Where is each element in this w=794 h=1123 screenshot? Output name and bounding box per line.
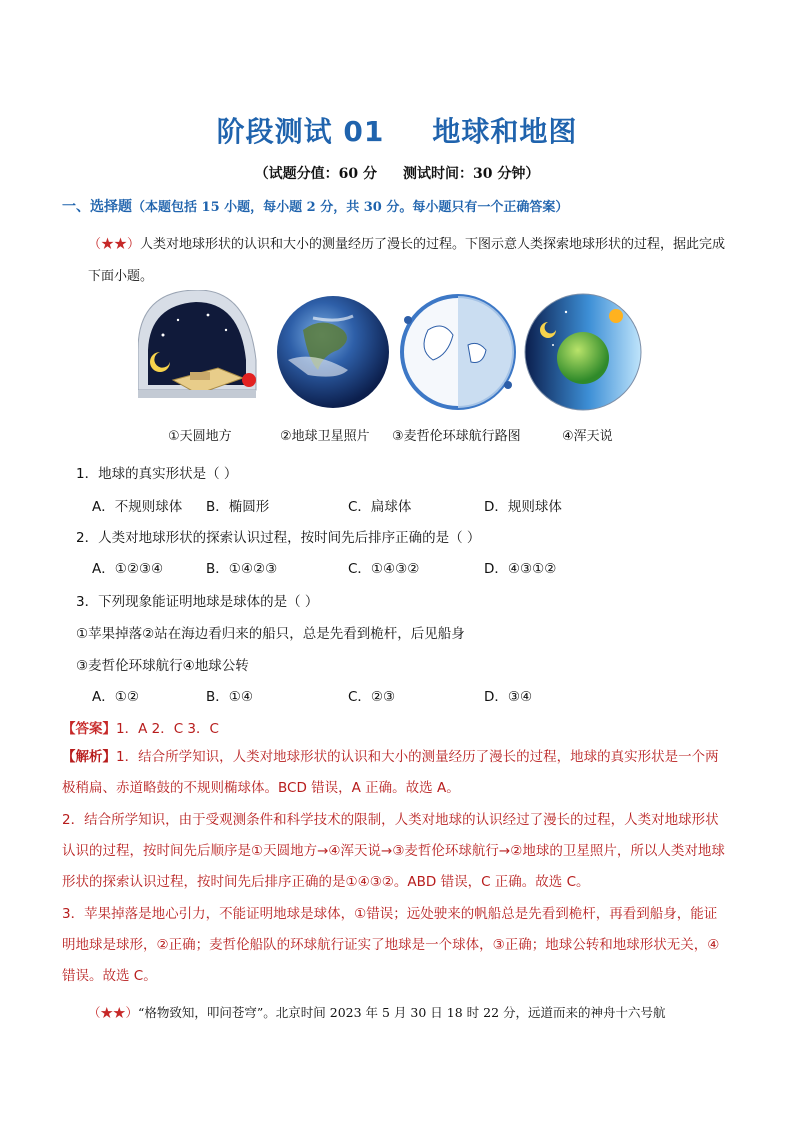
q3-items-line-2: ③麦哲伦环球航行④地球公转 xyxy=(76,658,249,674)
answer-label: 【答案】 xyxy=(62,721,116,737)
analysis-p2: 2．结合所学知识，由于受观测条件和科学技术的限制，人类对地球的认识经过了漫长的过程，人类对地球形状认识的过程，按时间先后顺序是①天圆地方→④浑天说→③麦哲伦环球航行→②地球的卫星照片，所以人类对地球形状的探索认识过程，按时间先后排序正确的是①④③②。ABD 错误，C 正确。故选 C。 xyxy=(62,812,725,890)
figure-caption-2: ②地球卫星照片 xyxy=(280,429,370,444)
analysis-p3: 3．苹果掉落是地心引力，不能证明地球是球体，①错误；远处驶来的帆船总是先看到桅杆，再看到船身，能证明地球是球形，②正确；麦哲伦船队的环球航行证实了地球是一个球体，③正确；地球公转和地球形状无关，④错误。故选 C。 xyxy=(62,906,720,984)
question-2-stem: 2．人类对地球形状的探索认识过程，按时间先后排序正确的是（ ） xyxy=(76,530,481,546)
satellite-earth-image xyxy=(277,296,389,408)
page-title xyxy=(0,110,794,150)
q2-option-b: B．①④②③ xyxy=(206,561,278,577)
title-right: 地球和地图 xyxy=(432,115,578,148)
question-1-stem: 1．地球的真实形状是（ ） xyxy=(76,466,238,482)
q3-option-c: C．②③ xyxy=(348,689,396,705)
figure-caption-4: ④浑天说 xyxy=(562,429,613,444)
answer-text: 1．A 2．C 3．C xyxy=(116,721,219,737)
subtitle-time: 测试时间：30 分钟） xyxy=(403,166,540,182)
analysis-text-1: 1．结合所学知识，人类对地球形状的认识和大小的测量经历了漫长的过程，地球的真实形状是一个两极稍扁、赤道略鼓的不规则椭球体。BCD 错误，A 正确。故选 A。 xyxy=(62,749,719,796)
q2-option-d: D．④③①② xyxy=(484,561,557,577)
figure-caption-3: ③麦哲伦环球航行路图 xyxy=(392,429,521,444)
q3-option-d: D．③④ xyxy=(484,689,533,705)
heaven-round-earth-square-image xyxy=(138,290,256,398)
section-note: （本题包括 15 小题，每小题 2 分，共 30 分。每小题只有一个正确答案） xyxy=(132,200,569,215)
q1-option-c: C．扁球体 xyxy=(348,499,412,515)
next-intro xyxy=(88,1003,666,1021)
difficulty-stars: （★★） xyxy=(88,237,141,252)
magellan-route-image xyxy=(402,296,514,408)
q1-option-a: A．不规则球体 xyxy=(92,499,183,515)
answer-line xyxy=(62,717,219,737)
analysis-p1 xyxy=(62,742,730,804)
analysis-label: 【解析】 xyxy=(62,749,116,765)
q2-option-a: A．①②③④ xyxy=(92,561,164,577)
q3-option-a: A．①② xyxy=(92,689,139,705)
celestial-sphere-image xyxy=(525,294,641,410)
subtitle-score: （试题分值：60 分 xyxy=(254,166,377,182)
title-left: 阶段测试 01 xyxy=(216,115,385,148)
figure-caption-1: ①天圆地方 xyxy=(168,429,232,444)
question-3-stem: 3．下列现象能证明地球是球体的是（ ） xyxy=(76,594,319,610)
q3-items-line-1: ①苹果掉落②站在海边看归来的船只，总是先看到桅杆，后见船身 xyxy=(76,626,465,642)
page-subtitle xyxy=(0,163,794,183)
intro-text: 人类对地球形状的认识和大小的测量经历了漫长的过程。下图示意人类探索地球形状的过程，据此完成下面小题。 xyxy=(88,237,726,284)
next-difficulty-stars: （★★） xyxy=(88,1005,139,1020)
section-label: 一、选择题 xyxy=(62,199,132,215)
q3-option-b: B．①④ xyxy=(206,689,253,705)
q1-option-d: D．规则球体 xyxy=(484,499,562,515)
q1-option-b: B．椭圆形 xyxy=(206,499,270,515)
section-heading xyxy=(62,196,568,216)
intro-paragraph xyxy=(88,229,728,293)
q2-option-c: C．①④③② xyxy=(348,561,420,577)
next-intro-text: “格物致知，叩问苍穹”。北京时间 2023 年 5 月 30 日 18 时 22 分，远道而来的神舟十六号航 xyxy=(138,1005,666,1020)
